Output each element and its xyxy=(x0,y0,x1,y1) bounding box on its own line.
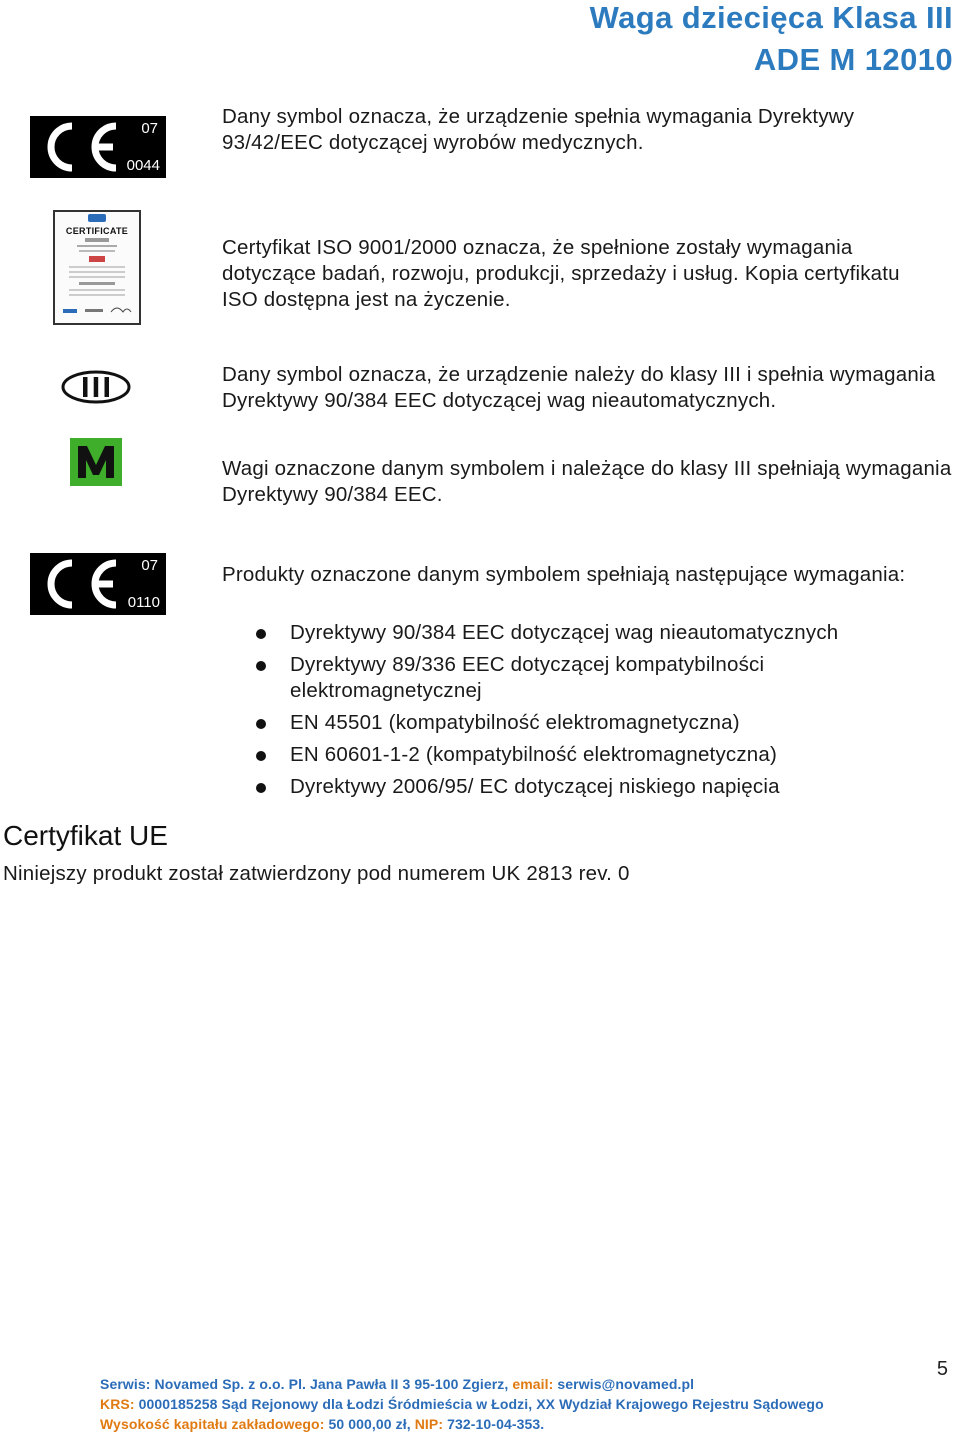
page-number: 5 xyxy=(936,1358,948,1380)
ce-number-top: 07 xyxy=(141,557,158,574)
ce-mark-icon xyxy=(30,116,166,178)
certificate-thumb-title: CERTIFICATE xyxy=(65,226,129,236)
bullet-icon xyxy=(256,629,266,639)
class-iii-icon xyxy=(60,368,132,406)
iso-description: Certyfikat ISO 9001/2000 oznacza, że spełnione zostały wymagania dotyczące badań, rozwoju, produkcji, sprzedaży i usług. Kopia certyfikatu ISO dostępna jest na życzenie. xyxy=(222,236,900,311)
bullet-icon xyxy=(256,783,266,793)
metrology-m-icon xyxy=(70,438,122,486)
metrology-description: Wagi oznaczone danym symbolem i należące do klasy III spełniają wymagania Dyrektywy 90/384 EEC. xyxy=(222,457,952,506)
bullet-icon xyxy=(256,719,266,729)
iso-certificate-icon xyxy=(53,210,141,325)
ce-notified-body-number: 0110 xyxy=(127,594,160,611)
section-title: Certyfikat UE xyxy=(3,820,168,851)
ce-mark-icon xyxy=(30,553,166,615)
footer-capital: Wysokość kapitału zakładowego: 50 000,00 zł, NIP: 732-10-04-353. xyxy=(100,1416,545,1432)
list-item: EN 45501 (kompatybilność elektromagnetyczna) xyxy=(256,710,946,736)
list-item: Dyrektywy 90/384 EEC dotyczącej wag nieautomatycznych xyxy=(256,620,946,646)
list-item: Dyrektywy 2006/95/ EC dotyczącej niskiego napięcia xyxy=(256,774,946,800)
footer-service: Serwis: Novamed Sp. z o.o. Pl. Jana Pawła II 3 95-100 Zgierz, email: serwis@novamed.pl xyxy=(100,1376,695,1392)
document-title: Waga dziecięca Klasa III xyxy=(589,0,953,35)
footer-krs: KRS: 0000185258 Sąd Rejonowy dla Łodzi Śródmieścia w Łodzi, XX Wydział Krajowego Rejestru Sądowego xyxy=(100,1396,824,1412)
list-item: EN 60601-1-2 (kompatybilność elektromagnetyczna) xyxy=(256,742,946,768)
ce-notified-body-number: 0044 xyxy=(126,157,160,174)
bullet-icon xyxy=(256,661,266,671)
ce-medical-description: Dany symbol oznacza, że urządzenie spełnia wymagania Dyrektywy 93/42/EEC dotyczącej wyrobów medycznych. xyxy=(222,105,855,154)
model-number: ADE M 12010 xyxy=(753,42,953,77)
approval-text: Niniejszy produkt został zatwierdzony pod numerem UK 2813 rev. 0 xyxy=(3,862,630,885)
list-item: Dyrektywy 89/336 EEC dotyczącej kompatybilności elektromagnetycznej xyxy=(256,652,946,704)
bullet-icon xyxy=(256,751,266,761)
ce-number-top: 07 xyxy=(141,120,158,137)
ce-products-description: Produkty oznaczone danym symbolem spełniają następujące wymagania: xyxy=(222,563,906,586)
class-iii-description: Dany symbol oznacza, że urządzenie należy do klasy III i spełnia wymagania Dyrektywy 90/384 EEC dotyczącej wag nieautomatycznych. xyxy=(222,363,936,412)
requirements-list xyxy=(256,620,946,806)
